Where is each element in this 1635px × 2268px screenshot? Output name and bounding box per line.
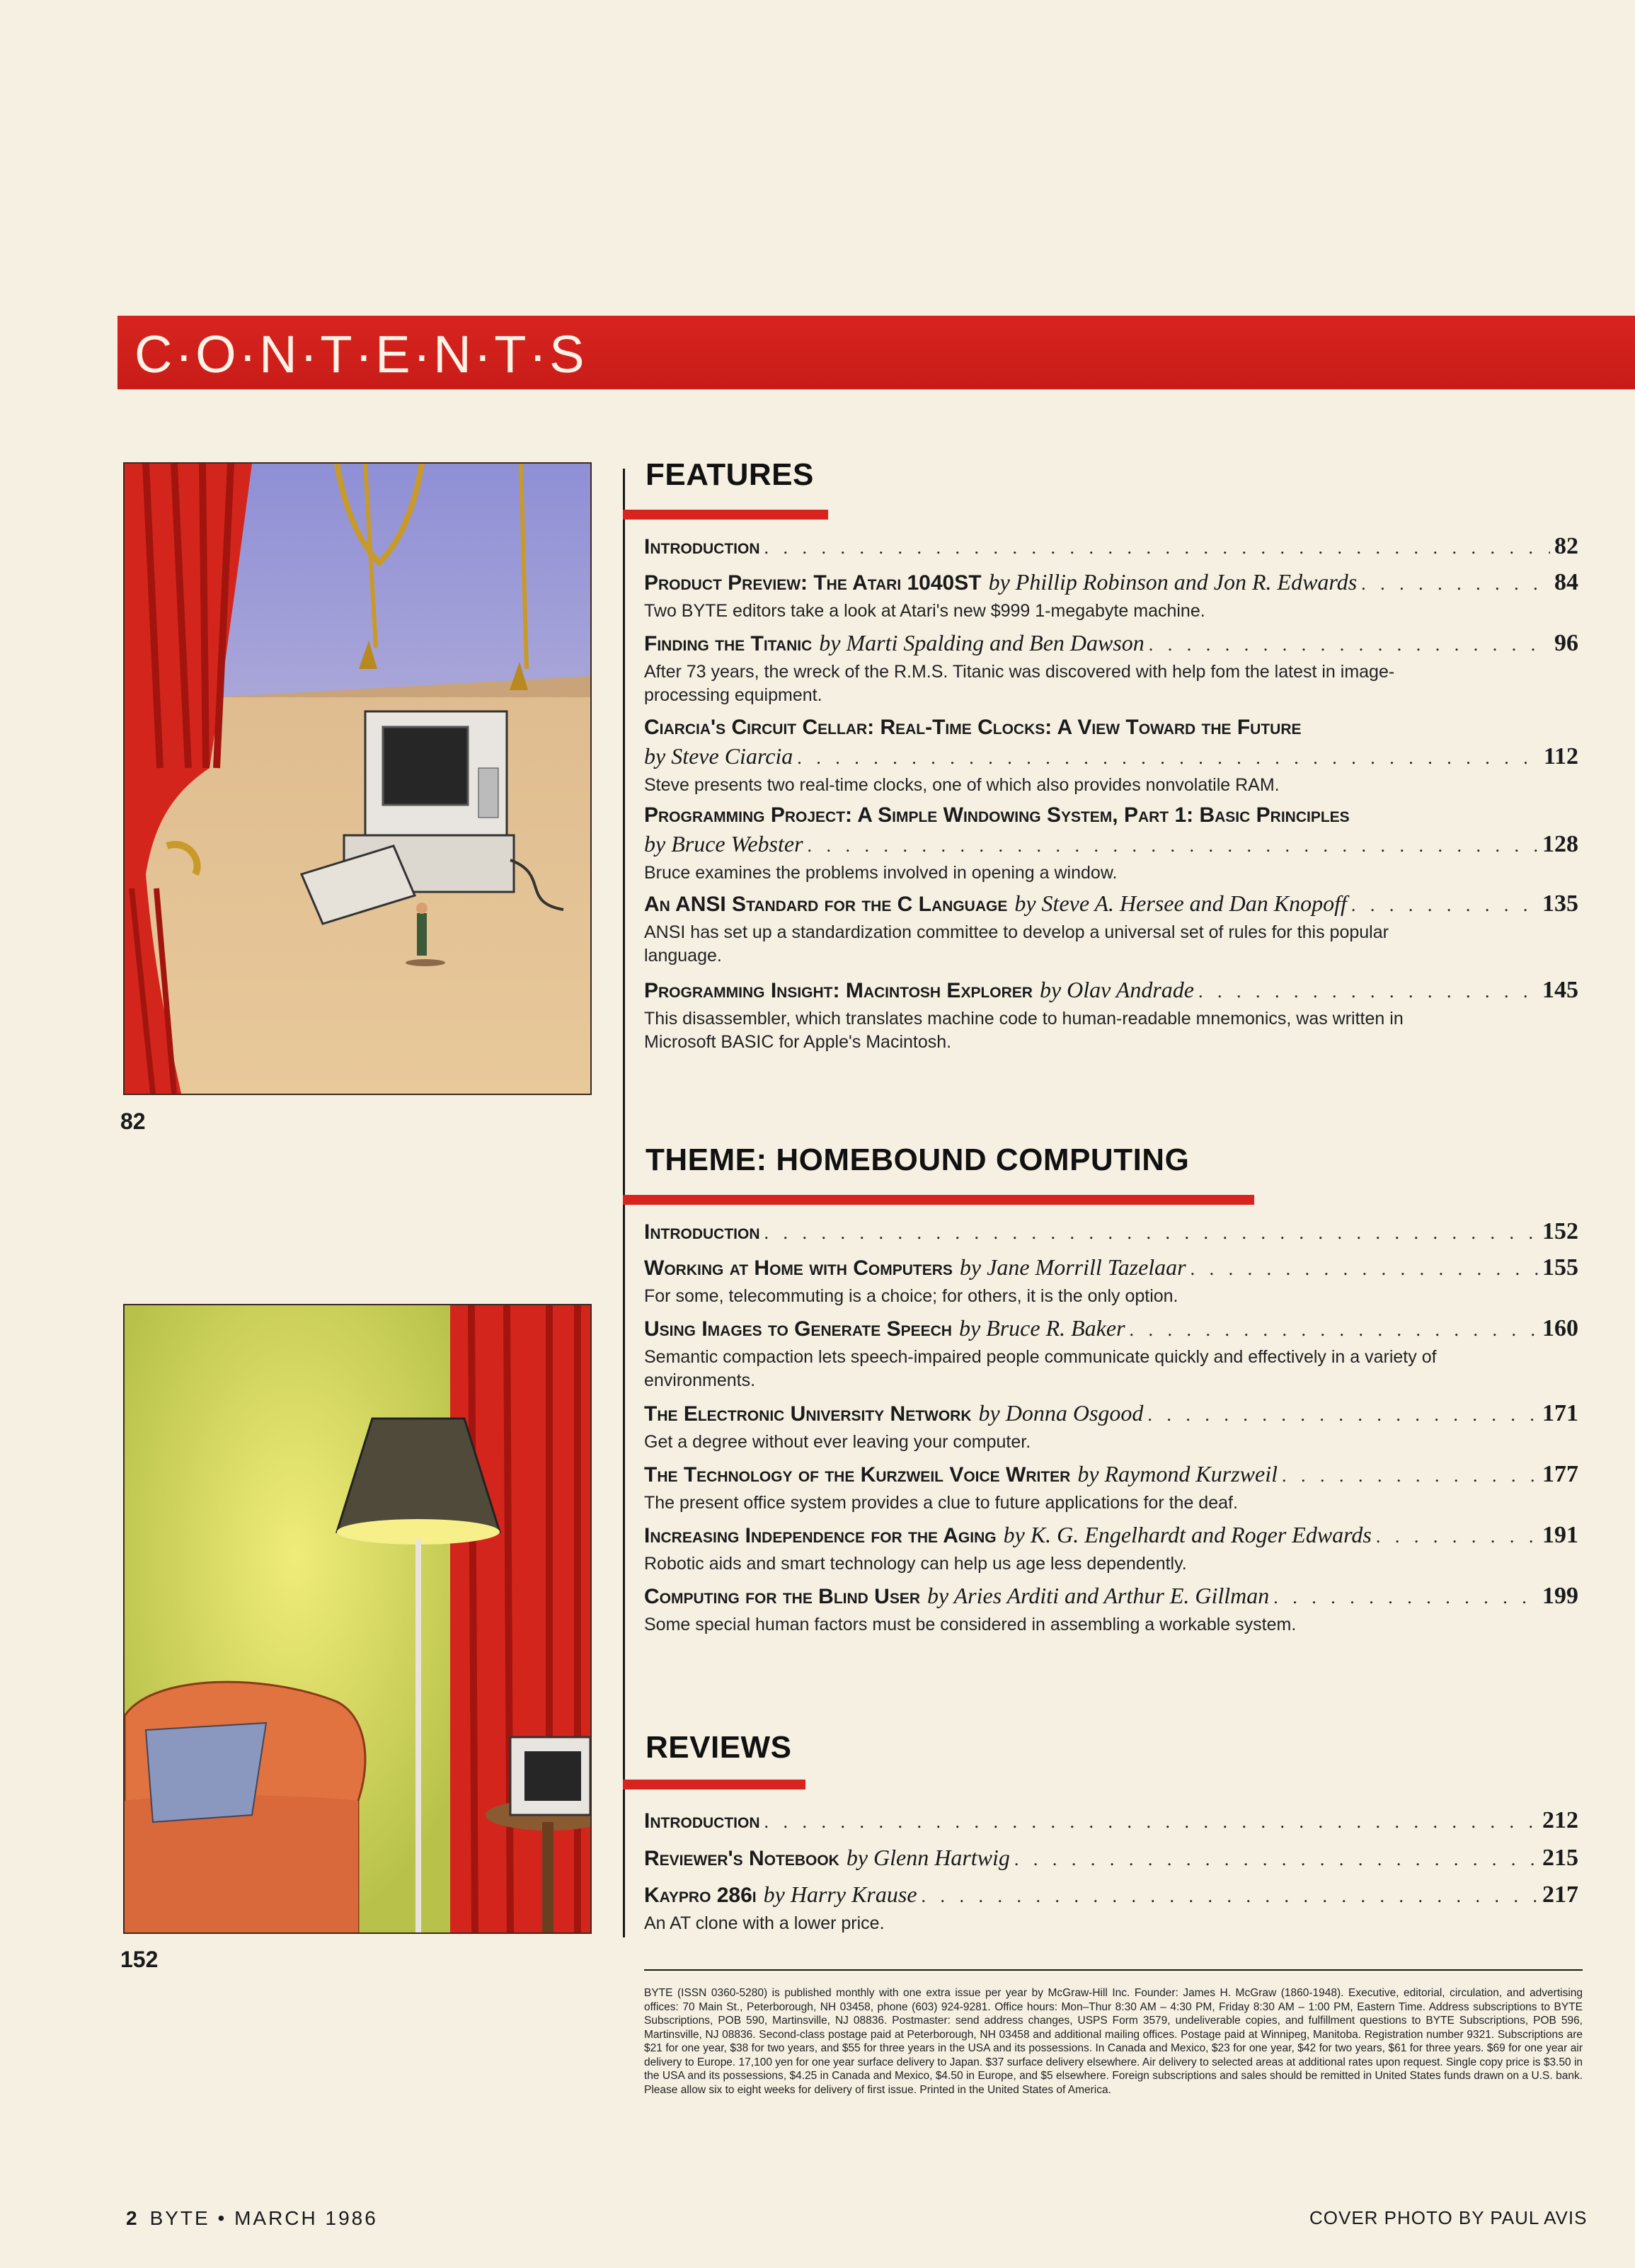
toc-entry[interactable] [644,1806,1578,1836]
illustration-lamp-armchair [123,1304,592,1934]
magazine-issue: BYTE • MARCH 1986 [149,2207,378,2229]
entry-page: 128 [1542,831,1578,857]
publication-info: BYTE (ISSN 0360-5280) is published monthly with one extra issue per year by McGraw-Hill Inc. Founder: James H. McGraw (1860-1948). Executive, editorial, circulation, and advertising offices: 70 Main St., Peterborough, NH 03458, phone (603) 924-9281. Office hours: Mon–Thur 8:30 AM – 4:30 PM, Friday 8:30 AM – 1:00 PM, Eastern Time. Address subscriptions to BYTE Subscriptions, POB 590, Martinsville, NJ 08836. Postmaster: send address changes, USPS Form 3579, undeliverable copies, and fulfillment questions to BYTE Subscriptions, POB 596, Martinsville, NJ 08836. Second-class postage paid at Peterborough, NH 03458 and additional mailing offices. Postage paid at Winnipeg, Manitoba. Registration number 9321. Subscriptions are $21 for one year, $38 for two years, and $55 for three years in the USA and its possessions. In Canada and Mexico, $23 for one year, $42 for two years, $61 for three years. $69 for one year air delivery to Europe. 17,100 yen for one year surface delivery to Japan. $37 surface delivery elsewhere. Air delivery to selected areas at additional rates upon request. Single copy price is $3.50 in the USA and its possessions, $4.25 in Canada and Mexico, $4.50 in Europe, and $5 elsewhere. Foreign subscriptions and sales should be remitted in United States funds drawn on a U.S. bank. Please allow six to eight weeks for delivery of first issue. Printed in the United States of America. [644,1987,1583,2096]
entry-page: 112 [1543,743,1578,769]
features-heading [646,457,814,493]
page-number: 2 [126,2207,137,2229]
entry-title: An ANSI Standard for the C Language [644,893,1008,916]
illustration-page-ref: 152 [120,1947,159,1972]
section-heading: REVIEWS [646,1730,792,1765]
entry-title: Kaypro 286i [644,1884,757,1907]
toc-entry[interactable] [644,1399,1578,1454]
entry-byline: by Glenn Hartwig [846,1845,1010,1870]
toc-entry[interactable] [644,532,1578,562]
entry-title: Reviewer's Notebook [644,1847,839,1870]
entry-byline: by Bruce Webster [644,831,803,857]
section-bar [623,510,828,520]
entry-page: 177 [1542,1461,1578,1487]
entry-page: 155 [1542,1254,1578,1281]
entry-title: Computing for the Blind User [644,1585,920,1608]
entry-title: Using Images to Generate Speech [644,1317,952,1341]
entry-description: Steve presents two real-time clocks, one of which also provides nonvolatile RAM. [644,775,1280,795]
toc-entry[interactable] [644,1314,1578,1392]
entry-byline: by Aries Arditi and Arthur E. Gillman [927,1583,1270,1608]
theme-heading [646,1142,1189,1178]
entry-byline: by Raymond Kurzweil [1077,1461,1278,1487]
section-heading: THEME: HOMEBOUND COMPUTING [646,1142,1190,1177]
entry-title: Introduction [644,1809,760,1833]
section-heading: FEATURES [646,457,814,492]
entry-page: 96 [1554,630,1578,656]
toc-entry[interactable] [644,568,1578,623]
entry-title: Introduction [644,1220,760,1244]
entry-page: 212 [1542,1807,1578,1833]
entry-title: The Technology of the Kurzweil Voice Writer [644,1463,1071,1487]
entry-page: 152 [1542,1218,1578,1244]
curtain-computer-image [125,464,590,1094]
toc-entry[interactable] [644,1520,1578,1576]
toc-entry[interactable] [644,1218,1578,1247]
entry-byline: by Phillip Robinson and Jon R. Edwards [988,569,1358,595]
illustration-curtain-computer [123,462,592,1095]
entry-title: Working at Home with Computers [644,1256,953,1280]
entry-page: 135 [1542,890,1578,917]
entry-page: 82 [1554,533,1578,559]
entry-description: ANSI has set up a standardization committee to develop a universal set of rules for this popular language. [644,922,1389,966]
cover-credit: COVER PHOTO BY PAUL AVIS [1309,2207,1588,2228]
toc-entry[interactable] [644,1880,1578,1935]
section-bar [623,1780,805,1789]
entry-byline: by Steve Ciarcia [644,743,793,769]
toc-entry[interactable] [644,629,1578,707]
entry-byline: by Marti Spalding and Ben Dawson [819,630,1144,655]
entry-page: 145 [1542,977,1578,1003]
entry-page: 191 [1542,1522,1578,1548]
entry-byline: by Olav Andrade [1039,977,1194,1002]
entry-byline: by Donna Osgood [978,1400,1144,1426]
entry-description: Bruce examines the problems involved in opening a window. [644,863,1118,883]
entry-title: The Electronic University Network [644,1402,972,1426]
lamp-armchair-image [125,1305,590,1932]
entry-title: Ciarcia's Circuit Cellar: Real-Time Clocks: A View Toward the Future [644,716,1302,739]
page-title: C·O·N·T·E·N·T·S [134,325,587,384]
entry-title: Increasing Independence for the Aging [644,1524,997,1547]
entry-byline: by Bruce R. Baker [958,1315,1125,1341]
entry-title: Product Preview: The Atari 1040ST [644,571,982,595]
entry-title: Programming Project: A Simple Windowing System, Part 1: Basic Principles [644,803,1350,827]
entry-description: Semantic compaction lets speech-impaired people communicate quickly and effectively in a variety of environments. [644,1347,1437,1390]
entry-page: 84 [1554,569,1578,595]
entry-title: Finding the Titanic [644,632,813,655]
entry-page: 217 [1542,1882,1578,1908]
entry-description: Some special human factors must be considered in assembling a workable system. [644,1615,1297,1634]
toc-entry[interactable] [644,1843,1578,1874]
toc-entry[interactable] [644,714,1578,797]
toc-entry[interactable] [644,1581,1578,1637]
entry-byline: by Jane Morrill Tazelaar [959,1254,1186,1280]
entry-description: For some, telecommuting is a choice; for others, it is the only option. [644,1286,1178,1306]
entry-byline: by Steve A. Hersee and Dan Knopoff [1014,890,1347,916]
entry-title: Introduction [644,535,760,559]
entry-description: This disassembler, which translates machine code to human-readable mnemonics, was written in Microsoft BASIC for Apple's Macintosh. [644,1009,1404,1052]
toc-entry[interactable] [644,975,1578,1054]
toc-entry[interactable] [644,1253,1578,1308]
entry-description: Two BYTE editors take a look at Atari's new $999 1-megabyte machine. [644,601,1205,621]
entry-description: Robotic aids and smart technology can help us age less dependently. [644,1554,1187,1574]
entry-title: Programming Insight: Macintosh Explorer [644,979,1033,1002]
entry-description: An AT clone with a lower price. [644,1913,885,1933]
page-footer [126,2207,378,2230]
illustration-page-ref: 82 [120,1109,146,1134]
toc-entry[interactable] [644,889,1578,968]
entry-byline: by Harry Krause [763,1882,917,1907]
entry-page: 199 [1542,1583,1578,1609]
entry-description: After 73 years, the wreck of the R.M.S. Titanic was discovered with help fom the latest in image-processing equipment. [644,662,1395,705]
toc-entry[interactable] [644,801,1578,885]
entry-page: 160 [1542,1315,1578,1341]
entry-page: 171 [1542,1400,1578,1426]
entry-description: The present office system provides a clue to future applications for the deaf. [644,1493,1238,1513]
entry-page: 215 [1542,1845,1578,1871]
entry-byline: by K. G. Engelhardt and Roger Edwards [1003,1522,1372,1547]
toc-entry[interactable] [644,1460,1578,1515]
fine-print-rule [644,1969,1583,1971]
reviews-heading [646,1730,791,1765]
entry-description: Get a degree without ever leaving your computer. [644,1432,1031,1452]
section-bar [623,1195,1254,1205]
